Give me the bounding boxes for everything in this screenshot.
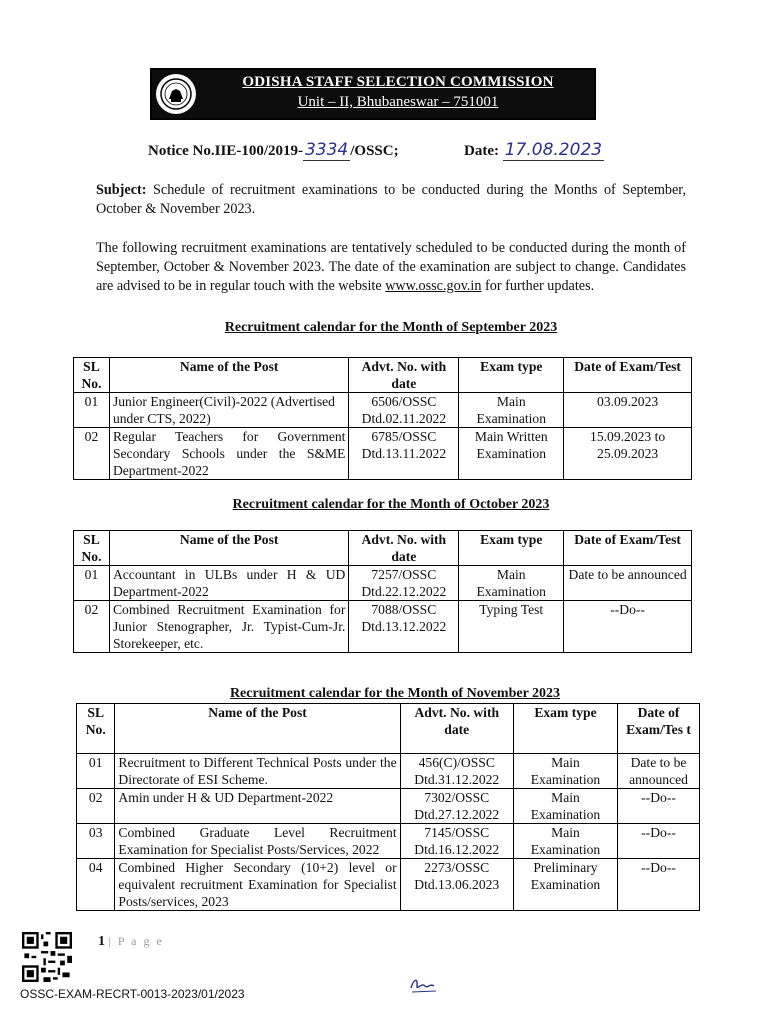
page-number: 1: [98, 934, 105, 949]
table-row: [74, 393, 692, 428]
col-post: Name of the Post: [109, 358, 348, 393]
cell-sl: 02: [77, 789, 115, 824]
cell-post: Regular Teachers for Government Secondary Schools under the S&ME Department-2022: [109, 428, 348, 480]
cell-sl: 02: [74, 428, 110, 480]
cell-sl: 03: [77, 824, 115, 859]
subject-text: Schedule of recruitment examinations to be conducted during the Months of September, October & November 2023.: [96, 182, 686, 217]
col-date: Date of Exam/Tes t: [618, 704, 700, 754]
cell-sl: 02: [74, 601, 110, 653]
col-advt: Advt. No. with date: [349, 358, 459, 393]
table-header-row: [74, 358, 692, 393]
september-caption: Recruitment calendar for the Month of September 2023: [224, 320, 558, 335]
col-post: Name of the Post: [109, 531, 348, 566]
notice-suffix: /OSSC;: [350, 143, 399, 159]
cell-type: Main Examination: [513, 754, 617, 789]
page-footer: [98, 934, 164, 950]
col-type: Exam type: [513, 704, 617, 754]
intro-paragraph: [96, 239, 686, 296]
table-header-row: [74, 531, 692, 566]
october-table: [73, 530, 692, 653]
col-advt: Advt. No. with date: [400, 704, 513, 754]
website-link[interactable]: www.ossc.gov.in: [385, 278, 482, 294]
cell-advt: 6506/OSSC Dtd.02.11.2022: [349, 393, 459, 428]
col-date: Date of Exam/Test: [564, 531, 692, 566]
col-sl: SL No.: [77, 704, 115, 754]
org-name: ODISHA STAFF SELECTION COMMISSION: [242, 74, 554, 90]
table-row: [77, 859, 700, 911]
cell-post: Combined Recruitment Examination for Junior Stenographer, Jr. Typist-Cum-Jr. Storekeeper, etc.: [109, 601, 348, 653]
table-row: [77, 824, 700, 859]
notice-prefix: Notice No.IIE-100/2019-: [148, 143, 303, 159]
cell-sl: 01: [77, 754, 115, 789]
cell-advt: 6785/OSSC Dtd.13.11.2022: [349, 428, 459, 480]
cell-advt: 7257/OSSC Dtd.22.12.2022: [349, 566, 459, 601]
intro-text-end: for further updates.: [481, 278, 595, 294]
table-header-row: [77, 704, 700, 754]
odisha-emblem-icon: [156, 74, 196, 114]
cell-date: --Do--: [618, 824, 700, 859]
table-row: [74, 601, 692, 653]
cell-post: Recruitment to Different Technical Posts under the Directorate of ESI Scheme.: [115, 754, 400, 789]
col-type: Exam type: [459, 358, 564, 393]
cell-type: Main Examination: [513, 789, 617, 824]
date-handwritten: 17.08.2023: [504, 140, 603, 160]
cell-type: Main Examination: [459, 393, 564, 428]
header-banner: [150, 68, 596, 120]
cell-advt: 7145/OSSC Dtd.16.12.2022: [400, 824, 513, 859]
cell-date: --Do--: [618, 859, 700, 911]
cell-date: Date to be announced: [618, 754, 700, 789]
cell-sl: 01: [74, 566, 110, 601]
col-post: Name of the Post: [115, 704, 400, 754]
cell-post: Amin under H & UD Department-2022: [115, 789, 400, 824]
table-row: [74, 566, 692, 601]
cell-type: Preliminary Examination: [513, 859, 617, 911]
intro-text: The following recruitment examinations are tentatively scheduled to be conducted during the month of September, October & November 2023. The date of the examination are subject to change. Candidates are advised to be in regular touch with the website: [96, 240, 686, 294]
col-sl: SL No.: [74, 531, 110, 566]
cell-type: Main Examination: [459, 566, 564, 601]
cell-date: 15.09.2023 to 25.09.2023: [564, 428, 692, 480]
table-row: [77, 754, 700, 789]
col-advt: Advt. No. with date: [349, 531, 459, 566]
cell-sl: 01: [74, 393, 110, 428]
cell-sl: 04: [77, 859, 115, 911]
cell-type: Main Examination: [513, 824, 617, 859]
date-label: Date:: [464, 143, 499, 159]
col-sl: SL No.: [74, 358, 110, 393]
cell-post: Combined Higher Secondary (10+2) level or equivalent recruitment Examination for Specialist Posts/services, 2023: [115, 859, 400, 911]
cell-date: 03.09.2023: [564, 393, 692, 428]
cell-date: --Do--: [564, 601, 692, 653]
document-id: OSSC-EXAM-RECRT-0013-2023/01/2023: [20, 987, 245, 1001]
col-type: Exam type: [459, 531, 564, 566]
cell-advt: 7088/OSSC Dtd.13.12.2022: [349, 601, 459, 653]
cell-advt: 7302/OSSC Dtd.27.12.2022: [400, 789, 513, 824]
cell-post: Junior Engineer(Civil)-2022 (Advertised under CTS, 2022): [109, 393, 348, 428]
cell-type: Typing Test: [459, 601, 564, 653]
cell-advt: 2273/OSSC Dtd.13.06.2023: [400, 859, 513, 911]
november-caption: Recruitment calendar for the Month of November 2023: [229, 686, 561, 701]
qr-code-icon: [22, 932, 72, 982]
cell-advt: 456(C)/OSSC Dtd.31.12.2022: [400, 754, 513, 789]
notice-number-handwritten: 3334: [304, 140, 349, 160]
table-row: [77, 789, 700, 824]
table-row: [74, 428, 692, 480]
subject-label: Subject:: [96, 182, 147, 198]
november-table: [76, 703, 700, 911]
org-address: Unit – II, Bhubaneswar – 751001: [297, 94, 499, 110]
cell-post: Combined Graduate Level Recruitment Examination for Specialist Posts/Services, 2022: [115, 824, 400, 859]
page-word: | P a g e: [108, 934, 164, 948]
october-caption: Recruitment calendar for the Month of October 2023: [232, 497, 550, 512]
cell-date: Date to be announced: [564, 566, 692, 601]
col-date: Date of Exam/Test: [564, 358, 692, 393]
cell-date: --Do--: [618, 789, 700, 824]
notice-line: [148, 140, 628, 161]
cell-post: Accountant in ULBs under H & UD Department-2022: [109, 566, 348, 601]
subject: [96, 181, 686, 219]
cell-type: Main Written Examination: [459, 428, 564, 480]
signature-icon: [408, 972, 440, 996]
september-table: [73, 357, 692, 480]
